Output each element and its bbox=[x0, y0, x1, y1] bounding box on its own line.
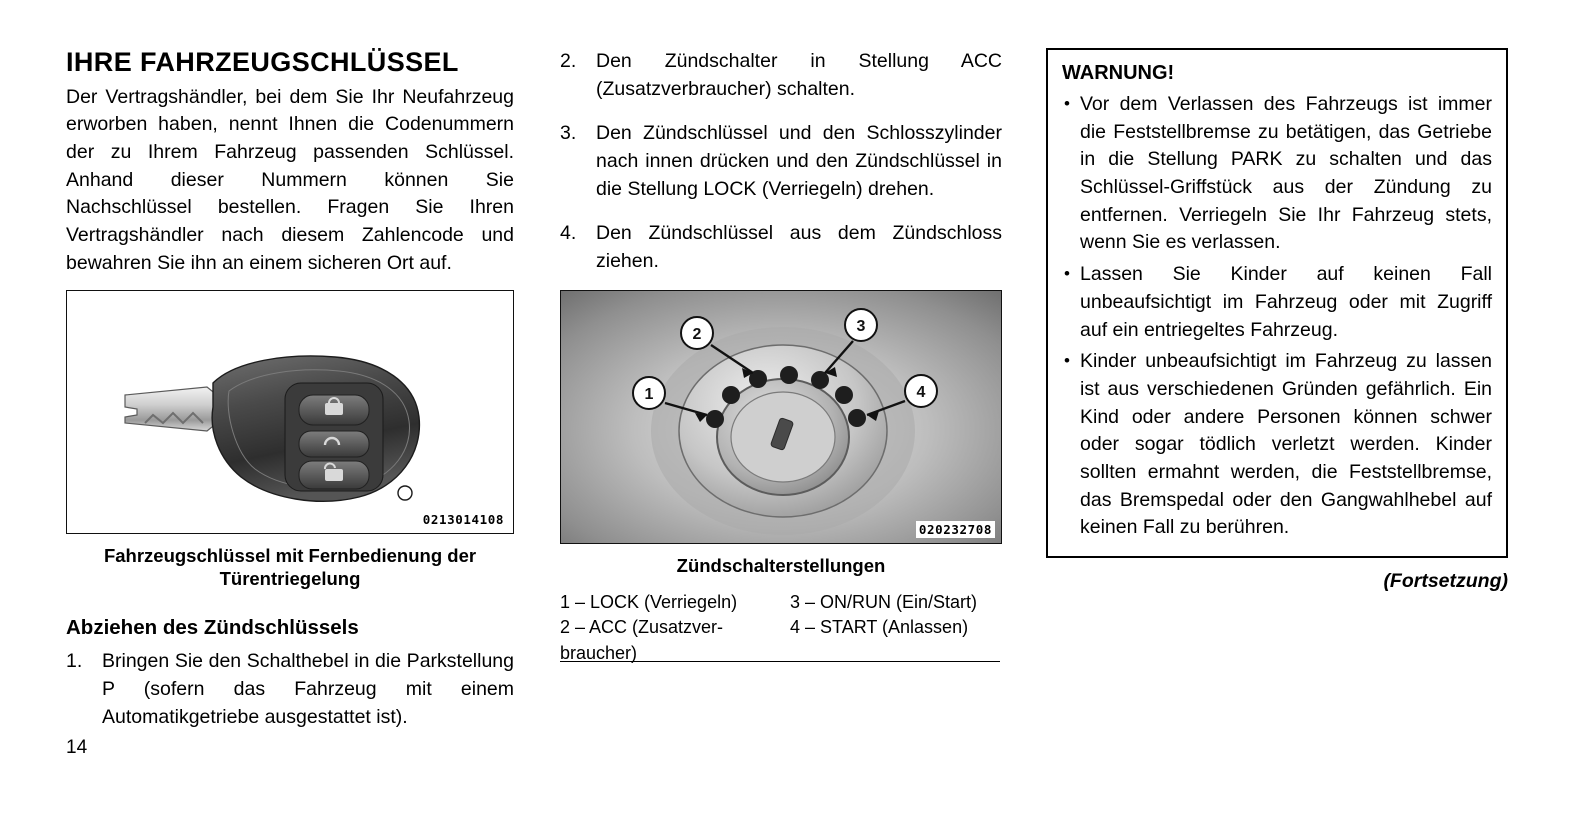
list-item bbox=[66, 648, 514, 731]
right-column bbox=[1046, 48, 1508, 593]
continued-label: (Fortsetzung) bbox=[1383, 570, 1508, 592]
list-item bbox=[1062, 261, 1492, 344]
figure-caption: Fahrzeugschlüssel mit Fernbedienung der Türentriegelung bbox=[103, 544, 477, 589]
step-number: 2. bbox=[560, 50, 577, 72]
legend-item: 4 – START (Anlassen) bbox=[790, 617, 969, 638]
step-text: Den Zündschlüssel und den Schlosszylinder nach innen drücken und den Zündschlüssel in die Stellung LOCK (Verriegeln) drehen. bbox=[596, 122, 1002, 200]
legend-item-cont: braucher) bbox=[560, 642, 638, 663]
step-number: 3. bbox=[560, 122, 577, 145]
warning-text: Lassen Sie Kinder auf keinen Fall unbeaufsichtigt im Fahrzeug oder mit Zugriff auf ein entriegeltes Fahrzeug. bbox=[1080, 263, 1492, 341]
list-item bbox=[560, 120, 1002, 203]
warning-text: Vor dem Verlassen des Fahrzeugs ist immer die Feststellbremse zu betätigen, das Getriebe in die Stellung PARK zu schalten und das Schlüssel-Griffstück aus der Zündung zu entfernen. Verriegeln Sie Ihr Fahrzeug stets, wenn Sie es verlassen. bbox=[1080, 93, 1492, 254]
warning-text: Kinder unbeaufsichtigt im Fahrzeug zu lassen ist aus verschiedenen Gründen gefährlich. Ein Kind oder andere Personen können schwer oder sogar tödlich verletzt werden. Kinder sollten ermahnt werden, die Feststellbremse, das Bremspedal oder den Gangwahlhebel auf keinen Fall zu berühren. bbox=[1080, 350, 1492, 539]
step-number: 4. bbox=[560, 222, 577, 245]
warning-list bbox=[1062, 91, 1492, 542]
list-item bbox=[560, 220, 1002, 275]
steps-list-middle bbox=[560, 48, 1002, 276]
list-item bbox=[1062, 91, 1492, 257]
intro-paragraph: Der Vertragshändler, bei dem Sie Ihr Neufahrzeug erworben haben, nennt Ihnen die Codenummern der zu Ihrem Fahrzeug passenden Schlüssel. Anhand dieser Nummern können Sie Nachschlüssel bestellen. Fragen Sie Ihren Vertragshändler nach diesem Zahlencode und bewahren Sie ihn an einem sicheren Ort auf. bbox=[66, 85, 514, 274]
step-text: Den Zündschalter in Stellung ACC (Zusatzverbraucher) schalten. bbox=[596, 50, 1002, 100]
bullet-icon: • bbox=[1064, 94, 1070, 113]
bullet-icon: • bbox=[1064, 351, 1070, 371]
step-text: Den Zündschlüssel aus dem Zündschloss ziehen. bbox=[596, 222, 1002, 273]
legend-column-left bbox=[560, 591, 790, 667]
step-number: 1. bbox=[66, 650, 83, 673]
bullet-icon: • bbox=[1064, 264, 1070, 284]
steps-list-left bbox=[66, 648, 514, 731]
step-text: Bringen Sie den Schalthebel in die Parkstellung P (sofern das Fahrzeug mit einem Automatikgetriebe ausgestattet ist). bbox=[102, 650, 514, 728]
left-column bbox=[66, 48, 514, 731]
figure-id-code: 0213014108 bbox=[420, 511, 507, 528]
section-subheading: Abziehen des Zündschlüssels bbox=[66, 615, 359, 639]
figure-vehicle-key bbox=[66, 290, 514, 534]
legend-item: 2 – ACC (Zusatzver- bbox=[560, 617, 724, 638]
page-number: 14 bbox=[66, 737, 88, 758]
warning-box bbox=[1046, 48, 1508, 558]
svg-text:3: 3 bbox=[856, 317, 866, 335]
key-illustration bbox=[67, 291, 513, 533]
figure-ignition-switch bbox=[560, 290, 1002, 544]
figure-legend bbox=[560, 591, 1002, 663]
list-item bbox=[1062, 348, 1492, 542]
figure-caption: Zündschalterstellungen bbox=[676, 554, 886, 576]
legend-column-right bbox=[790, 591, 1002, 642]
figure-id-code: 020232708 bbox=[916, 521, 995, 538]
legend-item: 3 – ON/RUN (Ein/Start) bbox=[790, 591, 978, 612]
warning-title: WARNUNG! bbox=[1062, 62, 1175, 84]
ignition-illustration bbox=[561, 291, 1001, 543]
svg-text:2: 2 bbox=[692, 325, 702, 343]
svg-text:1: 1 bbox=[644, 385, 654, 403]
page-title: IHRE FAHRZEUGSCHLÜSSEL bbox=[66, 47, 459, 77]
middle-column bbox=[560, 48, 1002, 662]
legend-item: 1 – LOCK (Verriegeln) bbox=[560, 591, 738, 612]
svg-text:4: 4 bbox=[916, 383, 926, 401]
list-item bbox=[560, 48, 1002, 103]
